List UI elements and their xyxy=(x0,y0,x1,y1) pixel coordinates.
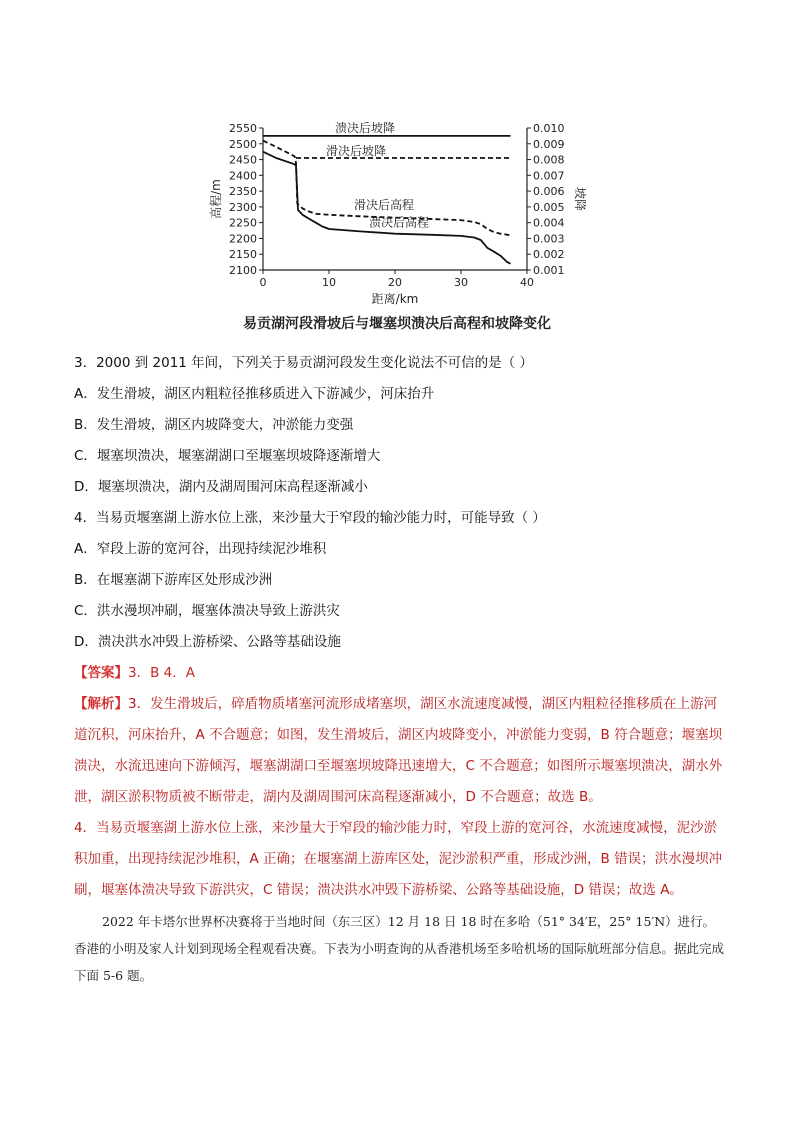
y-tick-label: 2200 xyxy=(229,232,257,246)
y-right-tick-label: 0.008 xyxy=(533,153,565,167)
y-tick-label: 2400 xyxy=(229,169,257,183)
question-4-option-c: C．洪水漫坝冲刷，堰塞体溃决导致上游洪灾 xyxy=(74,603,340,619)
question-3-option-b: B．发生滑坡，湖区内坡降变大，冲淤能力变强 xyxy=(74,417,354,433)
question-content xyxy=(74,348,724,989)
x-tick-label: 30 xyxy=(454,276,468,289)
y-tick-label: 2250 xyxy=(229,216,257,230)
elevation-gradient-chart xyxy=(0,110,794,310)
series-label: 溃决后坡降 xyxy=(334,120,396,135)
y-tick-label: 2500 xyxy=(229,137,257,151)
y-right-tick-label: 0.006 xyxy=(533,185,565,199)
figure-caption: 易贡湖河段滑坡后与堰塞坝溃决后高程和坡降变化 xyxy=(243,316,551,332)
x-tick-label: 0 xyxy=(259,276,267,289)
y-right-tick-label: 0.001 xyxy=(533,264,565,277)
y-tick-label: 2350 xyxy=(229,185,257,199)
x-axis-label: 距离/km xyxy=(371,292,419,306)
y-tick-label: 2150 xyxy=(229,248,257,262)
y-right-tick-label: 0.004 xyxy=(533,216,565,230)
next-section-intro: 2022 年卡塔尔世界杯决赛将于当地时间（东三区）12 月 18 日 18 时在多哈（51° 34′E，25° 15′N）进行。香港的小明及家人计划到现场全程观看决赛。下表为小明查询的从香港机场至多哈机场的国际航班部分信息。据此完成下面 5-6 题。 xyxy=(74,914,725,983)
x-tick-label: 20 xyxy=(388,276,402,289)
question-3-option-d: D．堰塞坝溃决，湖内及湖周围河床高程逐渐减小 xyxy=(74,479,368,495)
answer-label: 【答案】 xyxy=(74,665,128,681)
x-tick-label: 40 xyxy=(520,276,534,289)
y-axis-label: 高程/m xyxy=(209,179,223,219)
analysis-paragraph-4: 4．当易贡堰塞湖上游水位上涨，来沙量大于窄段的输沙能力时，窄段上游的宽河谷，水流速度减慢，泥沙淤积加重，出现持续泥沙堆积，A 正确；在堰塞湖上游库区处，泥沙淤积严重，形成沙洲，B 错误；洪水漫坝冲刷，堰塞体溃决导致下游洪灾，C 错误；溃决洪水冲毁下游桥梁、公路等基础设施，D 错误；故选 A。 xyxy=(74,820,723,898)
y-right-tick-label: 0.005 xyxy=(533,200,565,214)
answer-line xyxy=(74,658,724,689)
question-4-option-a: A．窄段上游的宽河谷，出现持续泥沙堆积 xyxy=(74,541,327,557)
analysis-label: 【解析】 xyxy=(74,696,128,712)
answer-text: 3．B 4．A xyxy=(128,665,195,681)
question-4-option-b: B．在堰塞湖下游库区处形成沙洲 xyxy=(74,572,273,588)
y-right-tick-label: 0.007 xyxy=(533,169,565,183)
y-tick-label: 2550 xyxy=(229,122,257,135)
analysis-paragraph-3 xyxy=(74,689,724,813)
y-tick-label: 2100 xyxy=(229,264,257,277)
x-tick-label: 10 xyxy=(322,276,336,289)
y-right-tick-label: 0.009 xyxy=(533,137,565,151)
series-label: 溃决后高程 xyxy=(368,215,430,230)
y-right-tick-label: 0.010 xyxy=(533,122,565,135)
question-3-option-c: C．堰塞坝溃决，堰塞湖湖口至堰塞坝坡降逐渐增大 xyxy=(74,448,381,464)
y-right-tick-label: 0.003 xyxy=(533,232,565,246)
question-4-option-d: D．溃决洪水冲毁上游桥梁、公路等基础设施 xyxy=(74,634,341,650)
y-tick-label: 2450 xyxy=(229,153,257,167)
analysis-text-3: 3．发生滑坡后，碎盾物质堵塞河流形成堵塞坝，湖区水流速度减慢，湖区内粗粒径推移质在上游河道沉积，河床抬升，A 不合题意；如图，发生滑坡后，湖区内坡降变小，冲淤能力变弱，B 符合题意；堰塞坝溃决，水流迅速向下游倾泻，堰塞湖湖口至堰塞坝坡降迅速增大，C 不合题意；如图所示堰塞坝溃决，湖水外泄，湖区淤积物质被不断带走，湖内及湖周围河床高程逐渐减小，D 不合题意；故选 B。 xyxy=(74,696,723,805)
y-tick-label: 2300 xyxy=(229,200,257,214)
question-4-stem: 4．当易贡堰塞湖上游水位上涨，来沙量大于窄段的输沙能力时，可能导致（ ） xyxy=(74,510,546,526)
y-right-axis-label: 坡降 xyxy=(573,186,587,212)
series-label: 滑决后高程 xyxy=(353,197,415,212)
y-right-tick-label: 0.002 xyxy=(533,248,565,262)
question-3-stem: 3．2000 到 2011 年间，下列关于易贡湖河段发生变化说法不可信的是（ ） xyxy=(74,355,533,371)
question-3-option-a: A．发生滑坡，湖区内粗粒径推移质进入下游减少，河床抬升 xyxy=(74,386,435,402)
series-label: 滑决后坡降 xyxy=(325,143,387,158)
